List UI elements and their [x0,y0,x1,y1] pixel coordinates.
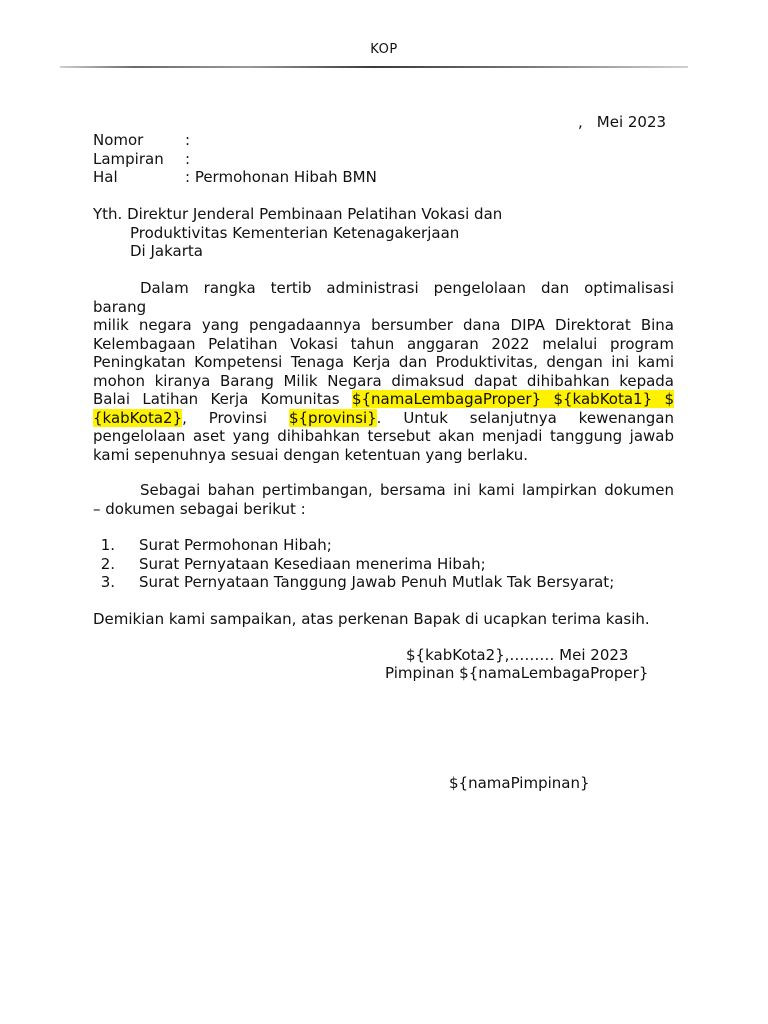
paragraph-line: kami sepenuhnya sesuai dengan ketentuan yang berlaku. [93,445,529,464]
list-number: 1. [100,536,115,554]
meta-label: Lampiran [93,150,164,168]
paragraph-line: barang [93,297,147,316]
letterhead-kop: KOP [370,42,398,57]
placeholder-highlight: ${provinsi} [288,408,377,427]
list-number: 2. [100,554,115,573]
recipient-line-3 [93,242,203,261]
list-item [93,555,614,574]
recipient-line-1: Yth. Direktur Jenderal Pembinaan Pelatihan Vokasi dan [93,205,503,223]
list-number: 3. [100,573,115,591]
paragraph-attachments-intro [93,481,674,518]
paragraph-line: Dalam rangka tertib administrasi pengelolaan dan optimalisasi [140,279,674,297]
text-fragment: , Provinsi [182,408,289,427]
list-text: Surat Pernyataan Tanggung Jawab Penuh Mutlak Tak Bersyarat; [139,573,615,591]
signature-position: Pimpinan ${namaLembagaProper} [385,664,649,682]
meta-label: Hal [93,168,118,186]
text-fragment: Balai Latihan Kerja Komunitas [93,390,352,408]
paragraph-request [93,279,674,464]
paragraph-line: Kelembagaan Pelatihan Vokasi tahun anggaran 2022 melalui program [93,334,674,353]
paragraph-line-highlight [93,409,674,428]
paragraph-line-highlight [93,390,674,409]
meta-value: : [185,131,191,149]
date-text: Mei 2023 [596,113,667,131]
signature-place-date: ${kabKota2},……… Mei 2023 [406,646,629,664]
letter-date [578,113,666,132]
list-item [93,536,614,555]
placeholder-highlight: ${namaLembagaProper} ${kabKota1} $ [351,390,674,408]
date-prefix: , [578,113,583,131]
meta-hal [93,168,377,187]
attachment-list [93,536,614,592]
meta-lampiran [93,150,190,169]
paragraph-line: Sebagai bahan pertimbangan, bersama ini kami lampirkan dokumen [140,481,674,499]
signature-name: ${namaPimpinan} [449,774,590,792]
meta-value: : Permohonan Hibah BMN [185,168,377,186]
meta-value: : [185,150,191,168]
list-text: Surat Pernyataan Kesediaan menerima Hibah; [139,554,486,573]
paragraph-line: pengelolaan aset yang dihibahkan tersebut akan menjadi tanggung jawab [93,427,674,445]
meta-nomor [93,131,190,150]
closing-sentence: Demikian kami sampaikan, atas perkenan Bapak di ucapkan terima kasih. [93,610,650,628]
letterhead-divider [60,66,688,68]
paragraph-line: – dokumen sebagai berikut : [93,499,306,518]
text-fragment: . Untuk selanjutnya kewenangan [376,408,674,427]
recipient-line-3-text: Di Jakarta [130,242,203,260]
recipient-line-2 [93,224,459,243]
list-item [93,573,614,592]
paragraph-line: milik negara yang pengadaannya bersumber dana DIPA Direktorat Bina [93,316,674,334]
paragraph-line: mohon kiranya Barang Milik Negara dimaksud dapat dihibahkan kepada [93,371,674,390]
placeholder-highlight: {kabKota2} [93,408,183,427]
paragraph-line: Peningkatan Kompetensi Tenaga Kerja dan Produktivitas, dengan ini kami [93,353,674,371]
recipient-line-2-text: Produktivitas Kementerian Ketenagakerjaan [130,224,460,242]
meta-label: Nomor [93,131,144,149]
list-text: Surat Permohonan Hibah; [139,536,332,554]
